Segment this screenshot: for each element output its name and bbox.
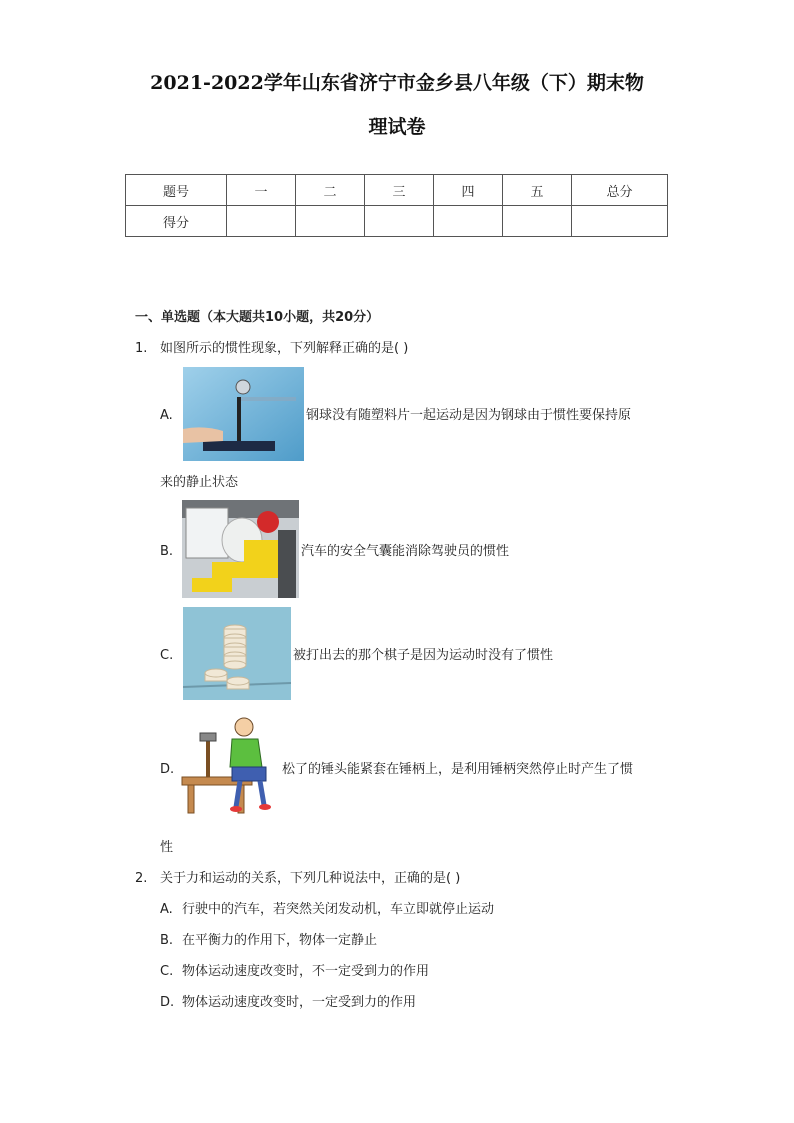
score-table-header: 二 <box>296 175 365 206</box>
score-table-header: 三 <box>365 175 434 206</box>
score-table <box>125 174 668 237</box>
question-number: 2. <box>135 871 148 886</box>
option-text: 物体运动速度改变时，一定受到力的作用 <box>182 995 417 1010</box>
option-text: 物体运动速度改变时，不一定受到力的作用 <box>182 964 430 979</box>
score-table-header: 五 <box>503 175 572 206</box>
score-row-label: 得分 <box>126 206 227 237</box>
option-text: 在平衡力的作用下，物体一定静止 <box>182 933 378 948</box>
score-table-header: 总分 <box>572 175 668 206</box>
steel-ball-inertia-image <box>183 367 304 461</box>
question-stem: 关于力和运动的关系，下列几种说法中，正确的是( ) <box>160 871 461 886</box>
option-label: B. <box>160 544 174 559</box>
score-cell[interactable] <box>296 206 365 237</box>
option-label: D. <box>160 995 175 1010</box>
score-table-header: 四 <box>434 175 503 206</box>
section-heading: 一、单选题（本大题共10小题，共20分） <box>135 310 380 325</box>
option-text: 被打出去的那个棋子是因为运动时没有了惯性 <box>293 648 554 663</box>
chess-stack-image <box>183 607 291 700</box>
score-table-header: 题号 <box>126 175 227 206</box>
score-table-header-row <box>126 175 668 206</box>
exam-title-line1: 2021-2022学年山东省济宁市金乡县八年级（下）期末物 <box>150 72 644 94</box>
option-text: 松了的锤头能紧套在锤柄上，是利用锤柄突然停止时产生了惯 <box>282 762 634 777</box>
option-label: B. <box>160 933 174 948</box>
airbag-crash-test-image <box>182 500 299 598</box>
score-cell[interactable] <box>572 206 668 237</box>
option-label: D. <box>160 762 175 777</box>
option-text-continued: 性 <box>160 840 174 855</box>
score-table-header: 一 <box>227 175 296 206</box>
question-number: 1. <box>135 341 148 356</box>
exam-title-line2: 理试卷 <box>368 116 426 138</box>
question-stem: 如图所示的惯性现象，下列解释正确的是( ) <box>160 341 409 356</box>
option-text: 钢球没有随塑料片一起运动是因为钢球由于惯性要保持原 <box>306 408 632 423</box>
option-text-continued: 来的静止状态 <box>160 475 239 490</box>
option-label: A. <box>160 902 173 917</box>
option-label: A. <box>160 408 173 423</box>
score-table-score-row <box>126 206 668 237</box>
score-cell[interactable] <box>227 206 296 237</box>
option-label: C. <box>160 964 174 979</box>
option-text: 汽车的安全气囊能消除驾驶员的惯性 <box>301 544 510 559</box>
score-cell[interactable] <box>503 206 572 237</box>
option-label: C. <box>160 648 174 663</box>
option-text: 行驶中的汽车，若突然关闭发动机，车立即就停止运动 <box>182 902 495 917</box>
hammer-bench-cartoon-image <box>180 715 280 817</box>
score-cell[interactable] <box>365 206 434 237</box>
score-cell[interactable] <box>434 206 503 237</box>
